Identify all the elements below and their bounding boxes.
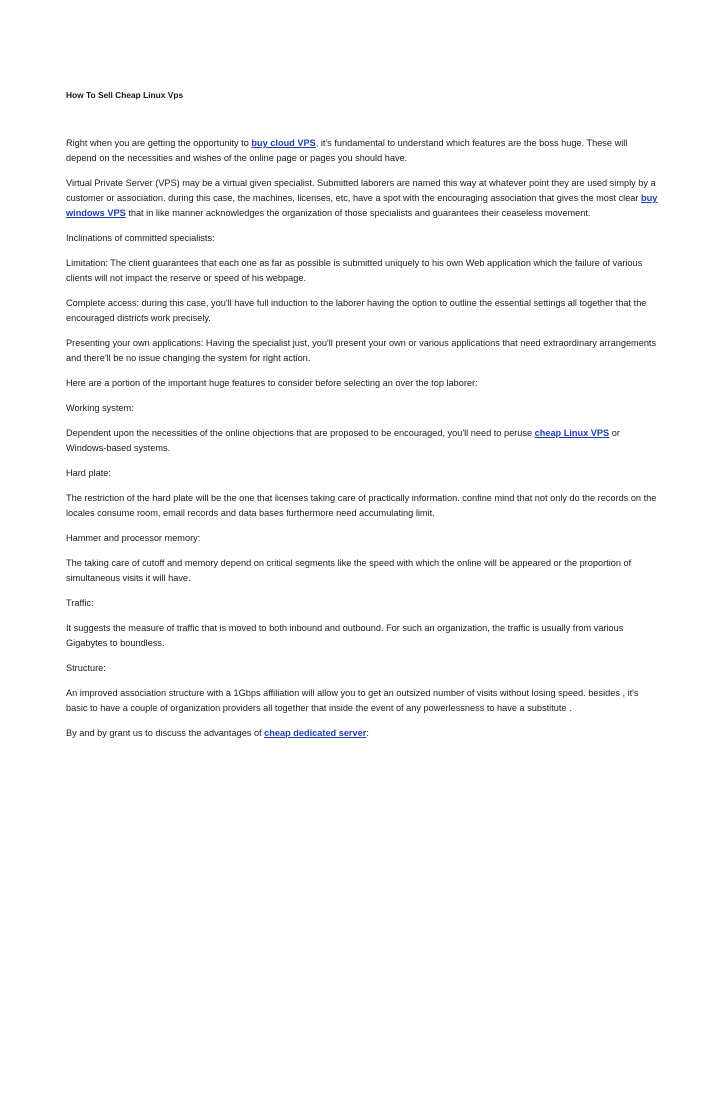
paragraph-text: that in like manner acknowledges the organization of those specialists and guarantees their ceaseless movement. xyxy=(125,208,591,218)
paragraph-working-system xyxy=(66,426,658,456)
paragraph-text: , it's fundamental to understand which features are the boss huge. These will depend on the necessities and wishes of the online page or pages you should have. xyxy=(66,138,628,163)
paragraph-memory-heading: Hammer and processor memory: xyxy=(66,533,201,543)
paragraph-structure-heading: Structure: xyxy=(66,663,106,673)
paragraph-text: Virtual Private Server (VPS) may be a virtual given specialist. Submitted laborers are named this way at whatever point they are used simply by a customer or association. during this case, the machines, licenses, etc, have a spot with the encouraging association that gives the most clear xyxy=(66,178,656,203)
paragraph-text: By and by grant us to discuss the advantages of xyxy=(66,728,265,738)
cheap-linux-vps-link[interactable]: cheap Linux VPS xyxy=(534,428,610,438)
paragraph-complete-access: Complete access: during this case, you'll have full induction to the laborer having the option to outline the essential settings all together that the encouraged districts work precisely. xyxy=(66,298,647,323)
document-title: How To Sell Cheap Linux Vps xyxy=(66,90,184,100)
paragraph-inclinations-heading: Inclinations of committed specialists: xyxy=(66,233,215,243)
paragraph-text: or Windows-based systems. xyxy=(66,428,620,453)
paragraph-hard-plate-heading: Hard plate: xyxy=(66,468,111,478)
paragraph-traffic-heading: Traffic: xyxy=(66,598,94,608)
paragraph-hard-plate: The restriction of the hard plate will be the one that licenses taking care of practically information. confine mind that not only do the records on the locales consume room, email records and data bases furthermore need accumulating limit. xyxy=(66,493,657,518)
paragraph-working-system-heading: Working system: xyxy=(66,403,134,413)
paragraph-traffic: It suggests the measure of traffic that is moved to both inbound and outbound. For such an organization, the traffic is usually from various Gigabytes to boundless. xyxy=(66,623,624,648)
paragraph-memory: The taking care of cutoff and memory depend on critical segments like the speed with which the online will be appeared or the proportion of simultaneous visits it will have. xyxy=(66,558,632,583)
paragraph-applications: Presenting your own applications: Having the specialist just, you'll present your own or various applications that need extraordinary arrangements and there'll be no issue changing the system for right action. xyxy=(66,338,657,363)
paragraph-limitation: Limitation: The client guarantees that each one as far as possible is submitted uniquely to his own Web application which the failure of various clients will not impact the reserve or speed of his webpage. xyxy=(66,258,643,283)
paragraph-features-intro: Here are a portion of the important huge features to consider before selecting an over the top laborer: xyxy=(66,378,478,388)
buy-windows-vps-link[interactable]: buy windows VPS xyxy=(66,193,658,218)
paragraph-text: Dependent upon the necessities of the online objections that are proposed to be encouraged, you'll need to peruse xyxy=(66,428,535,438)
document-body xyxy=(66,136,658,751)
buy-cloud-vps-link[interactable]: buy cloud VPS xyxy=(251,138,316,148)
paragraph-intro xyxy=(66,136,658,166)
paragraph-structure: An improved association structure with a 1Gbps affiliation will allow you to get an outsized number of visits without losing speed. besides , it's basic to have a couple of organization providers all together that inside the event of any powerlessness to have a substitute . xyxy=(66,688,639,713)
paragraph-text: Right when you are getting the opportunity to xyxy=(66,138,252,148)
cheap-dedicated-server-link[interactable]: cheap dedicated server xyxy=(264,728,367,738)
paragraph-text: : xyxy=(366,728,369,738)
paragraph-dedicated-server xyxy=(66,726,658,741)
paragraph-vps-definition xyxy=(66,176,658,221)
